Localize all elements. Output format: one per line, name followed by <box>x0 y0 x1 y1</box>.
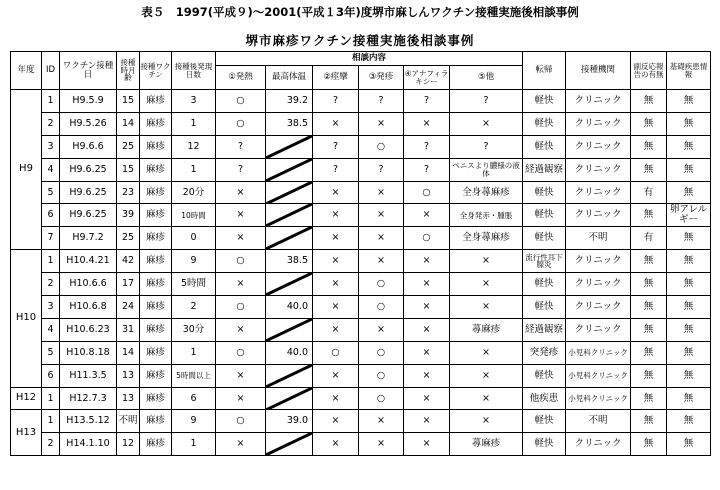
age-cell: 25 <box>117 227 140 250</box>
id-cell: 1 <box>42 90 60 113</box>
outcome-cell: 軽快 <box>523 135 566 158</box>
facility-cell: クリニック <box>566 273 631 296</box>
table-row <box>11 387 711 410</box>
other-cell: × <box>450 364 523 387</box>
id-cell: 5 <box>42 341 60 364</box>
days-cell: 0 <box>172 227 216 250</box>
facility-cell: クリニック <box>566 250 631 273</box>
age-cell: 不明 <box>117 410 140 433</box>
vaccine-cell: 麻疹 <box>140 90 172 113</box>
spasm-cell: × <box>313 318 359 341</box>
vaccine-cell: 麻疹 <box>140 273 172 296</box>
vaccine-cell: 麻疹 <box>140 410 172 433</box>
facility-cell: クリニック <box>566 90 631 113</box>
table-row <box>11 90 711 113</box>
other-cell: ? <box>450 90 523 113</box>
basic-cell: 無 <box>667 341 711 364</box>
anaphylaxis-cell: × <box>404 364 450 387</box>
basic-cell: 無 <box>667 112 711 135</box>
header-consultation: 相談内容 <box>216 52 523 66</box>
outcome-cell: 軽快 <box>523 112 566 135</box>
table-row <box>11 410 711 433</box>
age-cell: 31 <box>117 318 140 341</box>
header-other: ⑤他 <box>450 66 523 90</box>
outcome-cell: 軽快 <box>523 90 566 113</box>
vaccine-cell: 麻疹 <box>140 318 172 341</box>
fever-cell: × <box>216 227 266 250</box>
anaphylaxis-cell: × <box>404 410 450 433</box>
table-row <box>11 341 711 364</box>
rash-cell: ○ <box>359 364 404 387</box>
report-cell: 無 <box>631 318 667 341</box>
facility-cell: クリニック <box>566 296 631 319</box>
outcome-cell: 軽快 <box>523 296 566 319</box>
header-year: 年度 <box>11 52 42 90</box>
table-row <box>11 204 711 227</box>
fever-cell: ? <box>216 158 266 181</box>
spasm-cell: × <box>313 273 359 296</box>
anaphylaxis-cell: ? <box>404 135 450 158</box>
other-cell: ペニスより膿様の液体 <box>450 158 523 181</box>
other-cell: × <box>450 112 523 135</box>
age-cell: 42 <box>117 250 140 273</box>
date-cell: H10.6.6 <box>60 273 117 296</box>
facility-cell: クリニック <box>566 158 631 181</box>
age-cell: 14 <box>117 341 140 364</box>
other-cell: × <box>450 273 523 296</box>
facility-cell: クリニック <box>566 433 631 456</box>
header-date: ワクチン接種日 <box>60 52 117 90</box>
other-cell: × <box>450 410 523 433</box>
basic-cell: 無 <box>667 227 711 250</box>
date-cell: H9.7.2 <box>60 227 117 250</box>
spasm-cell: × <box>313 227 359 250</box>
report-cell: 無 <box>631 387 667 410</box>
vaccine-cell: 麻疹 <box>140 112 172 135</box>
id-cell: 6 <box>42 364 60 387</box>
max-temp-cell: 40.0 <box>266 296 313 319</box>
slash-line <box>266 365 312 387</box>
vaccine-cell: 麻疹 <box>140 433 172 456</box>
table-row <box>11 135 711 158</box>
days-cell: 1 <box>172 341 216 364</box>
anaphylaxis-cell: × <box>404 433 450 456</box>
report-cell: 無 <box>631 364 667 387</box>
date-cell: H9.6.25 <box>60 204 117 227</box>
header-fever: ①発熱 <box>216 66 266 90</box>
id-cell: 4 <box>42 318 60 341</box>
slash-line <box>266 388 312 410</box>
table-row <box>11 181 711 204</box>
header-anaphylaxis: ④アナフィラキシー <box>404 66 450 90</box>
table-caption: 表５ 1997(平成９)～2001(平成１3年)度堺市麻しんワクチン接種実施後相談事例 <box>141 5 579 19</box>
facility-cell: クリニック <box>566 181 631 204</box>
fever-cell: × <box>216 273 266 296</box>
report-cell: 無 <box>631 135 667 158</box>
id-cell: 2 <box>42 433 60 456</box>
header-outcome: 転帰 <box>523 52 566 90</box>
outcome-cell: 経過観察 <box>523 158 566 181</box>
table-row <box>11 227 711 250</box>
anaphylaxis-cell: × <box>404 273 450 296</box>
max-temp-cell <box>266 318 313 341</box>
basic-cell: 無 <box>667 90 711 113</box>
max-temp-cell: 38.5 <box>266 112 313 135</box>
anaphylaxis-cell: ? <box>404 90 450 113</box>
age-cell: 39 <box>117 204 140 227</box>
fever-cell: × <box>216 387 266 410</box>
fever-cell: ○ <box>216 90 266 113</box>
outcome-cell: 軽快 <box>523 364 566 387</box>
max-temp-cell: 40.0 <box>266 341 313 364</box>
rash-cell: ○ <box>359 341 404 364</box>
spasm-cell: × <box>313 364 359 387</box>
basic-cell: 無 <box>667 410 711 433</box>
facility-cell: クリニック <box>566 318 631 341</box>
date-cell: H13.5.12 <box>60 410 117 433</box>
date-cell: H10.6.8 <box>60 296 117 319</box>
other-cell: 全身蕁麻疹 <box>450 181 523 204</box>
rash-cell: ○ <box>359 296 404 319</box>
date-cell: H14.1.10 <box>60 433 117 456</box>
year-cell: H9 <box>11 90 42 250</box>
outcome-cell: 軽快 <box>523 227 566 250</box>
basic-cell: 無 <box>667 135 711 158</box>
rash-cell: × <box>359 410 404 433</box>
date-cell: H9.6.6 <box>60 135 117 158</box>
basic-cell: 卵アレルギー <box>667 204 711 227</box>
fever-cell: ○ <box>216 250 266 273</box>
spasm-cell: × <box>313 181 359 204</box>
days-cell: 1 <box>172 158 216 181</box>
spasm-cell: ? <box>313 158 359 181</box>
anaphylaxis-cell: × <box>404 341 450 364</box>
other-cell: × <box>450 341 523 364</box>
age-cell: 14 <box>117 112 140 135</box>
slash-line <box>266 433 312 455</box>
max-temp-cell <box>266 227 313 250</box>
days-cell: 1 <box>172 433 216 456</box>
rash-cell: ? <box>359 158 404 181</box>
basic-cell: 無 <box>667 158 711 181</box>
basic-cell: 無 <box>667 433 711 456</box>
consultation-table <box>10 51 711 456</box>
vaccine-cell: 麻疹 <box>140 364 172 387</box>
year-cell: H12 <box>11 387 42 410</box>
days-cell: 30分 <box>172 318 216 341</box>
table-row <box>11 433 711 456</box>
outcome-cell: 経過観察 <box>523 318 566 341</box>
spasm-cell: ○ <box>313 341 359 364</box>
date-cell: H9.6.25 <box>60 158 117 181</box>
report-cell: 無 <box>631 433 667 456</box>
date-cell: H10.6.23 <box>60 318 117 341</box>
vaccine-cell: 麻疹 <box>140 250 172 273</box>
fever-cell: × <box>216 318 266 341</box>
days-cell: 2 <box>172 296 216 319</box>
id-cell: 1 <box>42 250 60 273</box>
report-cell: 無 <box>631 273 667 296</box>
max-temp-cell: 39.2 <box>266 90 313 113</box>
other-cell: 全身発赤・腫脹 <box>450 204 523 227</box>
facility-cell: 小児科クリニック <box>566 387 631 410</box>
basic-cell: 無 <box>667 181 711 204</box>
rash-cell: ○ <box>359 273 404 296</box>
outcome-cell: 軽快 <box>523 410 566 433</box>
vaccine-cell: 麻疹 <box>140 387 172 410</box>
age-cell: 23 <box>117 181 140 204</box>
spasm-cell: × <box>313 433 359 456</box>
days-cell: 3 <box>172 90 216 113</box>
report-cell: 無 <box>631 204 667 227</box>
days-cell: 5時間以上 <box>172 364 216 387</box>
age-cell: 12 <box>117 433 140 456</box>
table-row <box>11 158 711 181</box>
other-cell: × <box>450 387 523 410</box>
days-cell: 6 <box>172 387 216 410</box>
spasm-cell: × <box>313 112 359 135</box>
facility-cell: 不明 <box>566 410 631 433</box>
rash-cell: × <box>359 250 404 273</box>
max-temp-cell <box>266 158 313 181</box>
facility-cell: 小児科クリニック <box>566 364 631 387</box>
slash-line <box>266 319 312 341</box>
outcome-cell: 流行性耳下腺炎 <box>523 250 566 273</box>
other-cell: 蕁麻疹 <box>450 318 523 341</box>
slash-line <box>266 136 312 158</box>
table-row <box>11 364 711 387</box>
header-facility: 接種機関 <box>566 52 631 90</box>
anaphylaxis-cell: × <box>404 204 450 227</box>
header-vaccine: 接種ワクチン <box>140 52 172 90</box>
anaphylaxis-cell: × <box>404 387 450 410</box>
anaphylaxis-cell: × <box>404 318 450 341</box>
max-temp-cell <box>266 387 313 410</box>
other-cell: 蕁麻疹 <box>450 433 523 456</box>
outcome-cell: 軽快 <box>523 204 566 227</box>
basic-cell: 無 <box>667 273 711 296</box>
id-cell: 7 <box>42 227 60 250</box>
id-cell: 1 <box>42 387 60 410</box>
fever-cell: × <box>216 364 266 387</box>
report-cell: 無 <box>631 296 667 319</box>
days-cell: 12 <box>172 135 216 158</box>
facility-cell: クリニック <box>566 204 631 227</box>
slash-line <box>266 227 312 249</box>
header-report: 副反応報告の有無 <box>631 52 667 90</box>
outcome-cell: 軽快 <box>523 181 566 204</box>
date-cell: H9.5.9 <box>60 90 117 113</box>
report-cell: 無 <box>631 90 667 113</box>
table-row <box>11 296 711 319</box>
max-temp-cell: 38.5 <box>266 250 313 273</box>
max-temp-cell <box>266 364 313 387</box>
days-cell: 9 <box>172 250 216 273</box>
max-temp-cell: 39.0 <box>266 410 313 433</box>
vaccine-cell: 麻疹 <box>140 341 172 364</box>
report-cell: 有 <box>631 227 667 250</box>
slash-line <box>266 182 312 204</box>
age-cell: 15 <box>117 158 140 181</box>
slash-line <box>266 204 312 226</box>
date-cell: H10.4.21 <box>60 250 117 273</box>
report-cell: 無 <box>631 410 667 433</box>
spasm-cell: ? <box>313 90 359 113</box>
rash-cell: ○ <box>359 387 404 410</box>
slash-line <box>266 159 312 181</box>
id-cell: 3 <box>42 296 60 319</box>
facility-cell: 不明 <box>566 227 631 250</box>
age-cell: 13 <box>117 387 140 410</box>
age-cell: 24 <box>117 296 140 319</box>
max-temp-cell <box>266 204 313 227</box>
anaphylaxis-cell: ? <box>404 158 450 181</box>
rash-cell: × <box>359 318 404 341</box>
spasm-cell: × <box>313 410 359 433</box>
rash-cell: × <box>359 433 404 456</box>
id-cell: 1 <box>42 410 60 433</box>
fever-cell: ○ <box>216 112 266 135</box>
table-row <box>11 250 711 273</box>
table-row <box>11 318 711 341</box>
age-cell: 13 <box>117 364 140 387</box>
days-cell: 1 <box>172 112 216 135</box>
report-cell: 無 <box>631 341 667 364</box>
outcome-cell: 軽快 <box>523 273 566 296</box>
fever-cell: ○ <box>216 410 266 433</box>
fever-cell: ○ <box>216 341 266 364</box>
facility-cell: クリニック <box>566 135 631 158</box>
basic-cell: 無 <box>667 296 711 319</box>
days-cell: 20分 <box>172 181 216 204</box>
spasm-cell: × <box>313 387 359 410</box>
id-cell: 2 <box>42 273 60 296</box>
header-rash: ③発疹 <box>359 66 404 90</box>
vaccine-cell: 麻疹 <box>140 227 172 250</box>
fever-cell: ○ <box>216 296 266 319</box>
table-title: 堺市麻疹ワクチン接種実施後相談事例 <box>245 33 475 48</box>
facility-cell: 小児科クリニック <box>566 341 631 364</box>
age-cell: 15 <box>117 90 140 113</box>
rash-cell: ? <box>359 90 404 113</box>
outcome-cell: 他疾患 <box>523 387 566 410</box>
id-cell: 2 <box>42 112 60 135</box>
spasm-cell: × <box>313 204 359 227</box>
header-days: 接種後発現日数 <box>172 52 216 90</box>
basic-cell: 無 <box>667 250 711 273</box>
table-row <box>11 273 711 296</box>
anaphylaxis-cell: ○ <box>404 227 450 250</box>
rash-cell: × <box>359 227 404 250</box>
report-cell: 有 <box>631 181 667 204</box>
fever-cell: ? <box>216 135 266 158</box>
slash-line <box>266 273 312 295</box>
max-temp-cell <box>266 273 313 296</box>
id-cell: 6 <box>42 204 60 227</box>
max-temp-cell <box>266 433 313 456</box>
header-age: 接種時月齢 <box>117 52 140 90</box>
other-cell: ? <box>450 135 523 158</box>
days-cell: 9 <box>172 410 216 433</box>
report-cell: 無 <box>631 250 667 273</box>
vaccine-cell: 麻疹 <box>140 296 172 319</box>
fever-cell: × <box>216 433 266 456</box>
report-cell: 無 <box>631 112 667 135</box>
facility-cell: クリニック <box>566 112 631 135</box>
basic-cell: 無 <box>667 318 711 341</box>
fever-cell: × <box>216 204 266 227</box>
spasm-cell: ? <box>313 135 359 158</box>
anaphylaxis-cell: × <box>404 112 450 135</box>
table-row <box>11 112 711 135</box>
basic-cell: 無 <box>667 364 711 387</box>
anaphylaxis-cell: ○ <box>404 181 450 204</box>
date-cell: H10.8.18 <box>60 341 117 364</box>
report-cell: 無 <box>631 158 667 181</box>
basic-cell: 無 <box>667 387 711 410</box>
table-body <box>11 90 711 456</box>
header-max-temp: 最高体温 <box>266 66 313 90</box>
rash-cell: × <box>359 181 404 204</box>
header-spasm: ②痙攣 <box>313 66 359 90</box>
id-cell: 3 <box>42 135 60 158</box>
date-cell: H12.7.3 <box>60 387 117 410</box>
anaphylaxis-cell: × <box>404 296 450 319</box>
anaphylaxis-cell: × <box>404 250 450 273</box>
other-cell: 全身蕁麻疹 <box>450 227 523 250</box>
max-temp-cell <box>266 135 313 158</box>
spasm-cell: × <box>313 250 359 273</box>
header-basic: 基礎疾患情報 <box>667 52 711 90</box>
vaccine-cell: 麻疹 <box>140 204 172 227</box>
age-cell: 25 <box>117 135 140 158</box>
vaccine-cell: 麻疹 <box>140 135 172 158</box>
age-cell: 17 <box>117 273 140 296</box>
id-cell: 4 <box>42 158 60 181</box>
days-cell: 10時間 <box>172 204 216 227</box>
date-cell: H9.6.25 <box>60 181 117 204</box>
outcome-cell: 突発疹 <box>523 341 566 364</box>
rash-cell: × <box>359 204 404 227</box>
date-cell: H11.3.5 <box>60 364 117 387</box>
id-cell: 5 <box>42 181 60 204</box>
other-cell: × <box>450 250 523 273</box>
days-cell: 5時間 <box>172 273 216 296</box>
year-cell: H13 <box>11 410 42 456</box>
year-cell: H10 <box>11 250 42 387</box>
other-cell: × <box>450 296 523 319</box>
vaccine-cell: 麻疹 <box>140 181 172 204</box>
header-id: ID <box>42 52 60 90</box>
vaccine-cell: 麻疹 <box>140 158 172 181</box>
fever-cell: × <box>216 181 266 204</box>
rash-cell: ○ <box>359 135 404 158</box>
spasm-cell: × <box>313 296 359 319</box>
max-temp-cell <box>266 181 313 204</box>
date-cell: H9.5.26 <box>60 112 117 135</box>
outcome-cell: 軽快 <box>523 433 566 456</box>
rash-cell: × <box>359 112 404 135</box>
